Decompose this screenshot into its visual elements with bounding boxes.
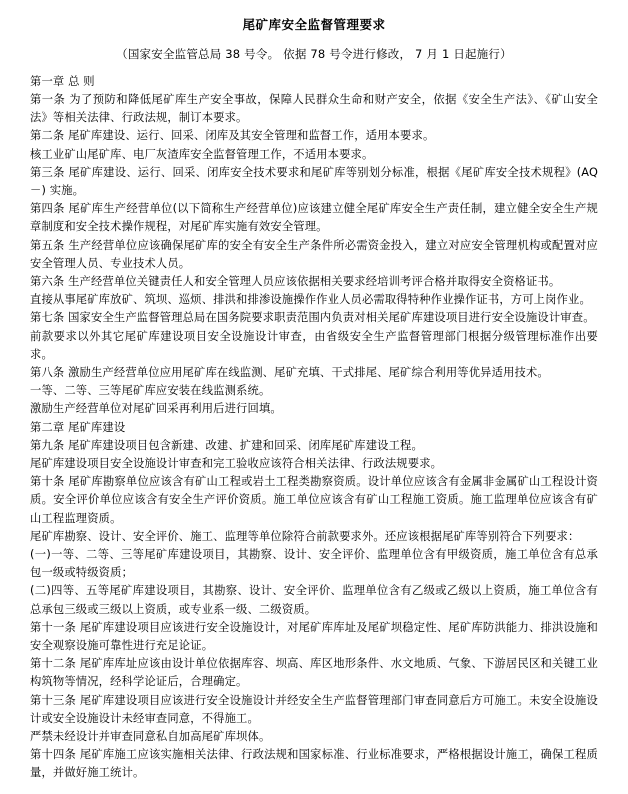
paragraph: 第十一条 尾矿库建设项目应该进行安全设施设计，对尾矿库库址及尾矿坝稳定性、尾矿库防洪能力、排洪设施和安全观察设施可靠性进行充足论证。	[30, 620, 598, 653]
paragraph: 尾矿库勘察、设计、安全评价、施工、监理等单位除符合前款要求外。还应该根据尾矿库等别符合下列要求：	[30, 529, 580, 543]
paragraph: 第一条 为了预防和降低尾矿库生产安全事故，保障人民群众生命和财产安全，依据《安全生产法》、《矿山安全法》等相关法律、行政法规，制订本要求。	[30, 92, 598, 125]
paragraph: 尾矿库建设项目安全设施设计审查和完工验收应该符合相关法律、行政法规要求。	[30, 457, 443, 471]
document-subtitle: （国家安全监管总局 38 号令。 依据 78 号令进行修改， 7 月 1 日起施行）	[116, 46, 512, 61]
paragraph: 第十三条 尾矿库建设项目应该进行安全设施设计并经安全生产监督管理部门审查同意后方可施工。未安全设施设计或安全设施设计未经审查同意，不得施工。	[30, 693, 598, 725]
document-body	[30, 73, 598, 783]
paragraph: 核工业矿山尾矿库、电厂灰渣库安全监督管理工作，不适用本要求。	[30, 147, 374, 161]
paragraph: 第十四条 尾矿库施工应该实施相关法律、行政法规和国家标准、行业标准要求，严格根据设计施工，确保工程质量，并做好施工统计。	[30, 748, 598, 780]
paragraph: 第六条 生产经营单位关键责任人和安全管理人员应该依据相关要求经培训考评合格并取得安全资格证书。	[30, 274, 561, 288]
paragraph: 第二条 尾矿库建设、运行、回采、闭库及其安全管理和监督工作，适用本要求。	[30, 129, 435, 143]
paragraph: 第十二条 尾矿库库址应该由设计单位依据库容、坝高、库区地形条件、水文地质、气象、下游居民区和关键工业构筑物等情况，经科学论证后，合理确定。	[30, 657, 598, 689]
paragraph: 严禁未经设计并审查同意私自加高尾矿库坝体。	[30, 730, 271, 744]
paragraph: 一等、二等、三等尾矿库应安装在线监测系统。	[30, 384, 271, 398]
page-title: 尾矿库安全监督管理要求	[242, 17, 386, 32]
paragraph: (二)四等、五等尾矿库建设项目，其勘察、设计、安全评价、监理单位含有乙级或乙级以上资质，施工单位含有总承包三级或三级以上资质，或专业系一级、二级资质。	[30, 584, 598, 616]
paragraph: 第八条 激励生产经营单位应用尾矿库在线监测、尾矿充填、干式排尾、尾矿综合利用等优异适用技术。	[30, 366, 549, 379]
paragraph: 第一章 总 则	[30, 74, 95, 88]
paragraph: 直接从事尾矿库放矿、筑坝、巡烦、排洪和排渗设施操作作业人员必需取得特种作业操作证书，方可上岗作业。	[30, 293, 591, 307]
paragraph: 第七条 国家安全生产监督管理总局在国务院要求职责范围内负责对相关尾矿库建设项目进行安全设施设计审查。	[30, 311, 595, 325]
paragraph: 第二章 尾矿库建设	[30, 420, 126, 434]
paragraph: 第十条 尾矿库勘察单位应该含有矿山工程或岩土工程类勘察资质。设计单位应该含有金属非金属矿山工程设计资质。安全评价单位应该含有安全生产评价资质。施工单位应该含有矿山工程施工资质。施工监理单位应该含有矿山工程监理资质。	[30, 475, 598, 525]
paragraph: (一)一等、二等、三等尾矿库建设项目，其勘察、设计、安全评价、监理单位含有甲级资质，施工单位含有总承包一级或特级资质；	[30, 548, 598, 580]
paragraph: 前款要求以外其它尾矿库建设项目安全设施设计审查，由省级安全生产监督管理部门根据分级管理标准作出要求。	[30, 329, 598, 361]
paragraph: 第九条 尾矿库建设项目包含新建、改建、扩建和回采、闭库尾矿库建设工程。	[30, 438, 423, 452]
paragraph: 激励生产经营单位对尾矿回采再利用后进行回填。	[30, 402, 282, 416]
paragraph: 第五条 生产经营单位应该确保尾矿库的安全有安全生产条件所必需资金投入，建立对应安全管理机构或配置对应安全管理人员、专业技术人员。	[30, 238, 598, 270]
paragraph: 第三条 尾矿库建设、运行、回采、闭库安全技术要求和尾矿库等别划分标准，根据《尾矿库安全技术规程》(AQ－) 实施。	[30, 165, 598, 197]
paragraph: 第四条 尾矿库生产经营单位(以下简称生产经营单位)应该建立健全尾矿库安全生产责任制，建立健全安全生产规章制度和安全技术操作规程，对尾矿库实施有效安全管理。	[30, 202, 598, 234]
